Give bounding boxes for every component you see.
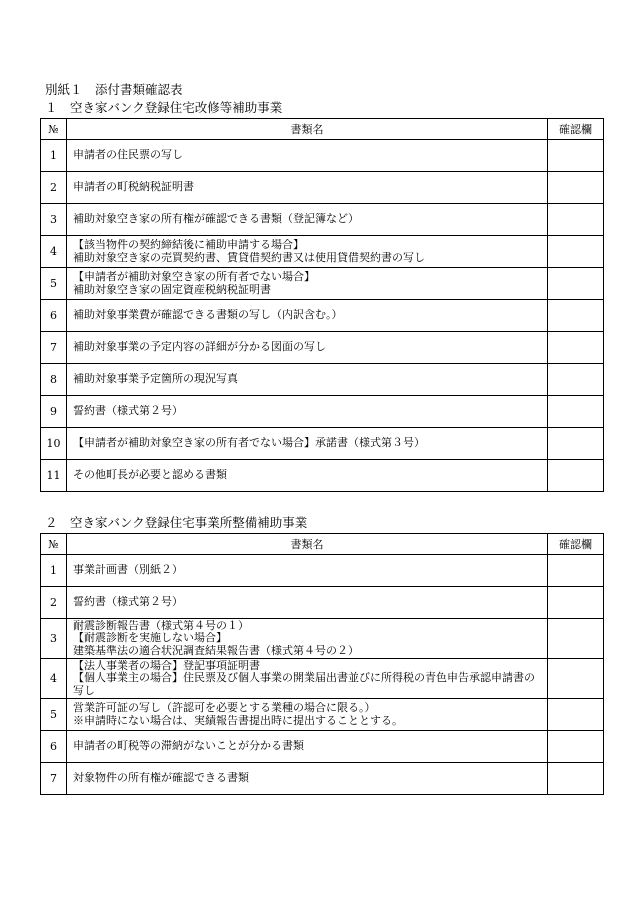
row-number: 7 bbox=[41, 763, 67, 795]
document-name bbox=[67, 172, 548, 204]
check-cell[interactable] bbox=[548, 332, 604, 364]
row-number: 4 bbox=[41, 236, 67, 268]
check-cell[interactable] bbox=[548, 460, 604, 492]
table-row bbox=[41, 204, 604, 236]
document-name-line: 申請者の町税等の滞納がないことが分かる書類 bbox=[73, 740, 304, 753]
table-row bbox=[41, 555, 604, 587]
table-row bbox=[41, 140, 604, 172]
row-number: 10 bbox=[41, 428, 67, 460]
document-name bbox=[67, 460, 548, 492]
page-title: 別紙１ 添付書類確認表 bbox=[45, 82, 183, 97]
check-cell[interactable] bbox=[548, 204, 604, 236]
check-cell[interactable] bbox=[548, 172, 604, 204]
table-row bbox=[41, 699, 604, 731]
document-name bbox=[67, 236, 548, 268]
document-name-line: 【申請者が補助対象空き家の所有者でない場合】 bbox=[73, 271, 315, 283]
row-number: 5 bbox=[41, 699, 67, 731]
document-name-line: 【個人事業主の場合】住民票及び個人事業の開業届出書並びに所得税の青色申告承認申請書の写し bbox=[73, 671, 535, 697]
row-number: 4 bbox=[41, 659, 67, 699]
document-name-line: ※申請時にない場合は、実績報告書提出時に提出することとする。 bbox=[73, 714, 403, 727]
table-row bbox=[41, 587, 604, 619]
document-name bbox=[67, 204, 548, 236]
document-name bbox=[67, 555, 548, 587]
check-cell[interactable] bbox=[548, 763, 604, 795]
section-1-heading: １ 空き家バンク登録住宅改修等補助事業 bbox=[45, 100, 283, 115]
table-header-row bbox=[41, 119, 604, 140]
row-number: 2 bbox=[41, 587, 67, 619]
table-row bbox=[41, 731, 604, 763]
check-cell[interactable] bbox=[548, 140, 604, 172]
document-name-line: 補助対象事業予定箇所の現況写真 bbox=[73, 373, 238, 386]
row-number: 1 bbox=[41, 555, 67, 587]
check-cell[interactable] bbox=[548, 364, 604, 396]
document-name bbox=[67, 731, 548, 763]
row-number: 7 bbox=[41, 332, 67, 364]
header-no: № bbox=[41, 119, 67, 140]
check-cell[interactable] bbox=[548, 300, 604, 332]
check-cell[interactable] bbox=[548, 731, 604, 763]
section-2-table bbox=[40, 533, 604, 795]
document-name-line: 補助対象空き家の所有権が確認できる書類（登記簿など） bbox=[73, 213, 359, 226]
header-no: № bbox=[41, 534, 67, 555]
table-header-row bbox=[41, 534, 604, 555]
document-name-line: 【該当物件の契約締結後に補助申請する場合】 bbox=[73, 239, 304, 251]
document-name-line: 補助対象事業の予定内容の詳細が分かる図面の写し bbox=[73, 341, 326, 354]
check-cell[interactable] bbox=[548, 396, 604, 428]
document-name bbox=[67, 587, 548, 619]
document-name-line: 耐震診断報告書（様式第４号の１） bbox=[73, 619, 249, 632]
check-cell[interactable] bbox=[548, 619, 604, 659]
document-name bbox=[67, 659, 548, 699]
document-name bbox=[67, 140, 548, 172]
table-row bbox=[41, 659, 604, 699]
document-name-line: 申請者の住民票の写し bbox=[73, 149, 183, 162]
header-check: 確認欄 bbox=[548, 534, 604, 555]
header-document-name: 書類名 bbox=[67, 119, 548, 140]
table-row bbox=[41, 332, 604, 364]
document-name bbox=[67, 300, 548, 332]
document-name-line: 建築基準法の適合状況調査結果報告書（様式第４号の２） bbox=[73, 644, 359, 657]
row-number: 11 bbox=[41, 460, 67, 492]
document-name-line: 対象物件の所有権が確認できる書類 bbox=[73, 772, 249, 785]
table-row bbox=[41, 172, 604, 204]
document-name-line: 【法人事業者の場合】登記事項証明書 bbox=[73, 659, 260, 672]
document-name-line: 【耐震診断を実施しない場合】 bbox=[73, 632, 227, 645]
document-name bbox=[67, 268, 548, 300]
section-1-table bbox=[40, 118, 604, 492]
table-row bbox=[41, 619, 604, 659]
document-name-line: 補助対象空き家の固定資産税納税証明書 bbox=[73, 283, 271, 296]
table-row bbox=[41, 300, 604, 332]
document-name bbox=[67, 763, 548, 795]
table-row bbox=[41, 763, 604, 795]
row-number: 3 bbox=[41, 204, 67, 236]
row-number: 6 bbox=[41, 300, 67, 332]
document-name-line: 補助対象事業費が確認できる書類の写し（内訳含む。） bbox=[73, 309, 343, 322]
document-name-line: 【申請者が補助対象空き家の所有者でない場合】承諾書（様式第３号） bbox=[73, 437, 425, 450]
document-name bbox=[67, 619, 548, 659]
row-number: 8 bbox=[41, 364, 67, 396]
check-cell[interactable] bbox=[548, 428, 604, 460]
row-number: 6 bbox=[41, 731, 67, 763]
document-name-line: 営業許可証の写し（許認可を必要とする業種の場合に限る。） bbox=[73, 702, 376, 714]
document-name bbox=[67, 699, 548, 731]
check-cell[interactable] bbox=[548, 268, 604, 300]
document-name-line: 申請者の町税納税証明書 bbox=[73, 181, 194, 194]
document-name bbox=[67, 396, 548, 428]
table-row bbox=[41, 396, 604, 428]
table-row bbox=[41, 236, 604, 268]
table-row bbox=[41, 428, 604, 460]
table-row bbox=[41, 364, 604, 396]
row-number: 5 bbox=[41, 268, 67, 300]
table-row bbox=[41, 460, 604, 492]
document-name-line: 補助対象空き家の売買契約書、賃貸借契約書又は使用貸借契約書の写し bbox=[73, 251, 425, 264]
table-row bbox=[41, 268, 604, 300]
check-cell[interactable] bbox=[548, 699, 604, 731]
document-name bbox=[67, 332, 548, 364]
section-2-heading: ２ 空き家バンク登録住宅事業所整備補助事業 bbox=[45, 515, 308, 530]
check-cell[interactable] bbox=[548, 555, 604, 587]
document-name-line: 事業計画書（別紙２） bbox=[73, 564, 183, 577]
header-check: 確認欄 bbox=[548, 119, 604, 140]
check-cell[interactable] bbox=[548, 587, 604, 619]
document-name-line: その他町長が必要と認める書類 bbox=[73, 469, 227, 482]
check-cell[interactable] bbox=[548, 659, 604, 699]
document-name bbox=[67, 364, 548, 396]
document-name-line: 誓約書（様式第２号） bbox=[73, 405, 183, 418]
row-number: 9 bbox=[41, 396, 67, 428]
row-number: 2 bbox=[41, 172, 67, 204]
document-name bbox=[67, 428, 548, 460]
check-cell[interactable] bbox=[548, 236, 604, 268]
row-number: 3 bbox=[41, 619, 67, 659]
header-document-name: 書類名 bbox=[67, 534, 548, 555]
document-name-line: 誓約書（様式第２号） bbox=[73, 596, 183, 609]
row-number: 1 bbox=[41, 140, 67, 172]
